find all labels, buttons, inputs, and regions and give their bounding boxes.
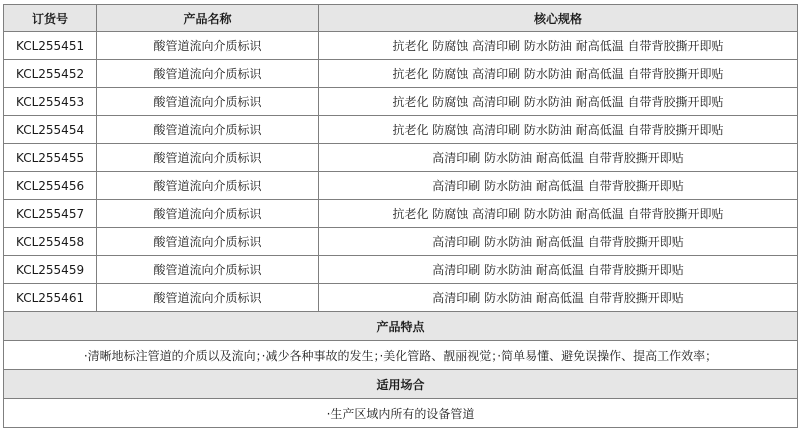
product-name-cell: 酸管道流向介质标识 bbox=[97, 284, 319, 312]
order-number-cell: KCL255452 bbox=[4, 60, 97, 88]
features-header-row bbox=[4, 312, 798, 341]
order-number-cell: KCL255459 bbox=[4, 256, 97, 284]
table-row bbox=[4, 116, 798, 144]
order-number-cell: KCL255451 bbox=[4, 32, 97, 60]
table-row bbox=[4, 284, 798, 312]
header-product-name: 产品名称 bbox=[97, 5, 319, 32]
core-spec-cell: 抗老化 防腐蚀 高清印刷 防水防油 耐高低温 自带背胶撕开即贴 bbox=[319, 32, 798, 60]
applications-header-row bbox=[4, 370, 798, 399]
product-name-cell: 酸管道流向介质标识 bbox=[97, 256, 319, 284]
product-name-cell: 酸管道流向介质标识 bbox=[97, 60, 319, 88]
table-row bbox=[4, 144, 798, 172]
header-order-number: 订货号 bbox=[4, 5, 97, 32]
table-row bbox=[4, 88, 798, 116]
core-spec-cell: 抗老化 防腐蚀 高清印刷 防水防油 耐高低温 自带背胶撕开即贴 bbox=[319, 88, 798, 116]
core-spec-cell: 抗老化 防腐蚀 高清印刷 防水防油 耐高低温 自带背胶撕开即贴 bbox=[319, 200, 798, 228]
order-number-cell: KCL255458 bbox=[4, 228, 97, 256]
header-row bbox=[4, 5, 798, 32]
product-name-cell: 酸管道流向介质标识 bbox=[97, 32, 319, 60]
product-name-cell: 酸管道流向介质标识 bbox=[97, 116, 319, 144]
table-row bbox=[4, 200, 798, 228]
product-name-cell: 酸管道流向介质标识 bbox=[97, 172, 319, 200]
table-row bbox=[4, 60, 798, 88]
order-number-cell: KCL255453 bbox=[4, 88, 97, 116]
product-name-cell: 酸管道流向介质标识 bbox=[97, 144, 319, 172]
table-row bbox=[4, 32, 798, 60]
order-number-cell: KCL255456 bbox=[4, 172, 97, 200]
core-spec-cell: 高清印刷 防水防油 耐高低温 自带背胶撕开即贴 bbox=[319, 256, 798, 284]
applications-title: 适用场合 bbox=[4, 370, 798, 399]
applications-text: ·生产区域内所有的设备管道 bbox=[4, 399, 798, 428]
order-number-cell: KCL255455 bbox=[4, 144, 97, 172]
table-row bbox=[4, 256, 798, 284]
features-title: 产品特点 bbox=[4, 312, 798, 341]
core-spec-cell: 抗老化 防腐蚀 高清印刷 防水防油 耐高低温 自带背胶撕开即贴 bbox=[319, 60, 798, 88]
features-text: ·清晰地标注管道的介质以及流向；·减少各种事故的发生；·美化管路、靓丽视觉；·简单易懂、避免误操作、提高工作效率； bbox=[4, 341, 798, 370]
product-name-cell: 酸管道流向介质标识 bbox=[97, 88, 319, 116]
product-table bbox=[3, 4, 798, 428]
header-core-spec: 核心规格 bbox=[319, 5, 798, 32]
table-row bbox=[4, 228, 798, 256]
table-row bbox=[4, 172, 798, 200]
applications-row bbox=[4, 399, 798, 428]
order-number-cell: KCL255457 bbox=[4, 200, 97, 228]
core-spec-cell: 高清印刷 防水防油 耐高低温 自带背胶撕开即贴 bbox=[319, 144, 798, 172]
product-spec-sheet bbox=[3, 4, 797, 428]
order-number-cell: KCL255454 bbox=[4, 116, 97, 144]
core-spec-cell: 抗老化 防腐蚀 高清印刷 防水防油 耐高低温 自带背胶撕开即贴 bbox=[319, 116, 798, 144]
core-spec-cell: 高清印刷 防水防油 耐高低温 自带背胶撕开即贴 bbox=[319, 284, 798, 312]
core-spec-cell: 高清印刷 防水防油 耐高低温 自带背胶撕开即贴 bbox=[319, 228, 798, 256]
core-spec-cell: 高清印刷 防水防油 耐高低温 自带背胶撕开即贴 bbox=[319, 172, 798, 200]
product-name-cell: 酸管道流向介质标识 bbox=[97, 200, 319, 228]
features-row bbox=[4, 341, 798, 370]
product-name-cell: 酸管道流向介质标识 bbox=[97, 228, 319, 256]
order-number-cell: KCL255461 bbox=[4, 284, 97, 312]
